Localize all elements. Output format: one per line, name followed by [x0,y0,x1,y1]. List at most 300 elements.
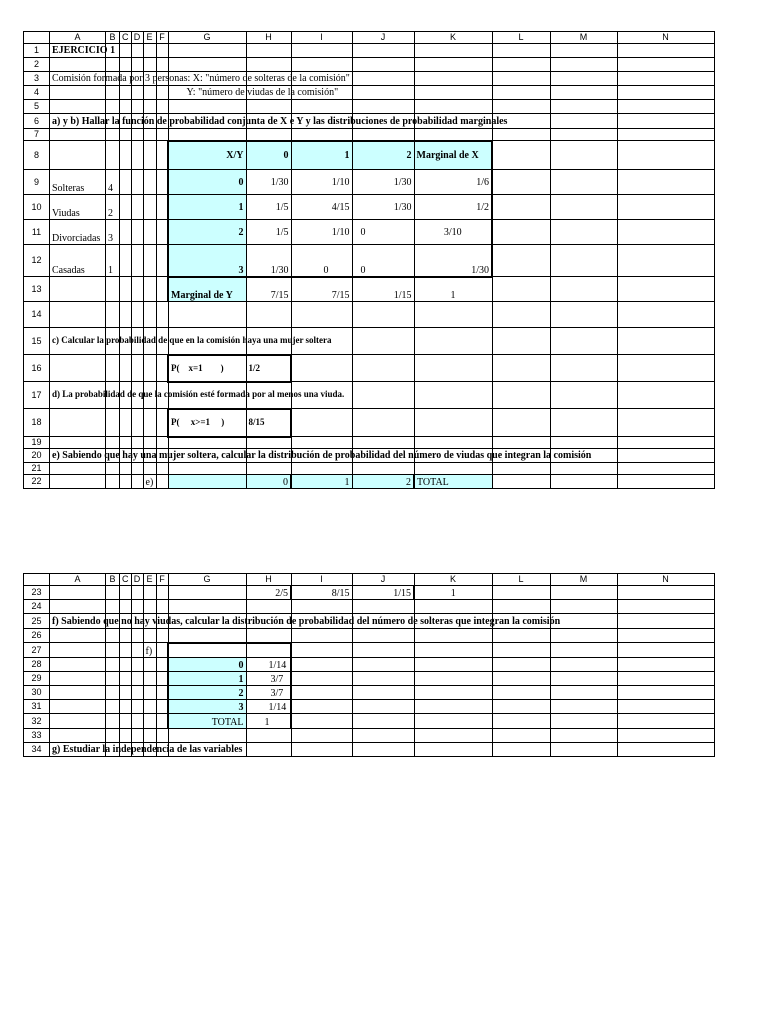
cell[interactable] [414,743,492,757]
cell[interactable] [246,58,291,72]
cell[interactable] [131,129,143,141]
cell[interactable] [617,409,714,437]
cell[interactable] [50,129,106,141]
cell[interactable] [143,277,156,302]
cell[interactable] [143,586,156,600]
cell[interactable] [168,44,246,58]
cell[interactable] [50,658,106,672]
cell[interactable] [352,355,414,382]
cell[interactable] [120,302,132,328]
cell[interactable] [617,629,714,643]
joint-prob-cell[interactable]: 1/30 [352,195,414,220]
cell[interactable] [106,600,120,614]
cell[interactable] [106,672,120,686]
probability-expression-d[interactable]: P( x>=1 ) [168,409,246,437]
cell[interactable] [550,277,617,302]
cell[interactable] [550,658,617,672]
cell[interactable] [143,629,156,643]
cell[interactable] [131,700,143,714]
cell[interactable] [550,743,617,757]
cell[interactable] [143,220,156,245]
cell[interactable] [492,129,550,141]
column-header-l[interactable]: L [492,574,550,586]
cell[interactable] [550,328,617,355]
row-number[interactable]: 10 [24,195,50,220]
x-value-cell[interactable]: 2 [168,220,246,245]
cell[interactable] [106,700,120,714]
column-header-b[interactable]: B [106,574,120,586]
marginal-y-label[interactable]: Marginal de Y [168,277,246,302]
question-d-cell[interactable] [50,382,345,409]
cell[interactable] [156,141,168,170]
cell[interactable] [617,44,714,58]
row-number[interactable]: 7 [24,129,50,141]
cell[interactable] [550,72,617,86]
cell[interactable] [291,743,352,757]
cell[interactable] [492,195,550,220]
cell[interactable] [156,463,168,475]
conditional-header-y1[interactable]: 1 [291,475,352,489]
cell[interactable] [291,700,352,714]
cell[interactable] [143,245,156,277]
marginal-y-cell[interactable]: 1/15 [352,277,414,302]
cell[interactable] [352,729,414,743]
cell[interactable] [168,600,246,614]
cell[interactable] [168,302,246,328]
cell[interactable] [131,475,143,489]
cell[interactable] [106,629,120,643]
x-value-cell[interactable]: 2 [168,686,246,700]
cell[interactable] [120,409,132,437]
cell[interactable] [492,100,550,114]
joint-prob-cell[interactable]: 1/5 [246,220,291,245]
cell[interactable] [617,475,714,489]
cell[interactable] [617,658,714,672]
cell[interactable] [106,463,120,475]
column-header-h[interactable]: H [246,574,291,586]
cell[interactable] [291,686,352,700]
column-header-c[interactable]: C [120,32,132,44]
cell[interactable] [414,463,492,475]
row-number[interactable]: 29 [24,672,50,686]
cell[interactable] [131,600,143,614]
cell[interactable] [168,729,246,743]
cell[interactable] [492,141,550,170]
column-header-j[interactable]: J [352,574,414,586]
question-f-cell[interactable] [50,614,561,629]
column-header-k[interactable]: K [414,574,492,586]
cell[interactable] [156,586,168,600]
cell[interactable] [550,600,617,614]
cell[interactable] [106,129,120,141]
cell[interactable] [492,409,550,437]
cell[interactable] [156,629,168,643]
cell[interactable] [156,44,168,58]
cell[interactable] [246,100,291,114]
cell[interactable] [492,437,550,449]
cell[interactable] [246,600,291,614]
cell[interactable] [106,437,120,449]
cell[interactable] [352,700,414,714]
cell[interactable] [414,44,492,58]
cell[interactable] [131,195,143,220]
category-count[interactable]: 4 [106,170,120,195]
cell[interactable] [168,629,246,643]
conditional-prob-cell[interactable]: 1/15 [352,586,414,600]
category-count[interactable]: 2 [106,195,120,220]
cell[interactable] [143,686,156,700]
row-number[interactable]: 31 [24,700,50,714]
cell[interactable] [131,643,143,658]
cell[interactable] [246,729,291,743]
cell[interactable] [131,672,143,686]
cell[interactable] [156,437,168,449]
cell[interactable] [617,614,714,629]
joint-prob-cell[interactable]: 1/5 [246,195,291,220]
cell[interactable] [550,100,617,114]
cell[interactable] [131,86,143,100]
cell[interactable] [492,170,550,195]
cell[interactable] [291,672,352,686]
column-header-a[interactable]: A [50,32,106,44]
cell[interactable] [414,58,492,72]
cell[interactable] [143,658,156,672]
cell[interactable] [414,686,492,700]
cell[interactable] [492,643,550,658]
cell[interactable] [291,658,352,672]
cell[interactable] [414,629,492,643]
conditional-prob-cell[interactable]: 8/15 [291,586,352,600]
cell[interactable] [550,382,617,409]
cell[interactable] [131,245,143,277]
cell[interactable] [156,700,168,714]
joint-prob-cell[interactable]: 0 [352,245,414,277]
cell[interactable] [492,72,550,86]
cell[interactable] [617,100,714,114]
cell[interactable] [617,700,714,714]
row-number[interactable]: 19 [24,437,50,449]
cell[interactable] [156,129,168,141]
cell[interactable] [550,437,617,449]
column-header-e[interactable]: E [143,574,156,586]
joint-prob-cell[interactable]: 0 [352,220,414,245]
cell[interactable] [550,643,617,658]
row-number[interactable]: 15 [24,328,50,355]
cell[interactable] [291,729,352,743]
joint-prob-cell[interactable]: 4/15 [291,195,352,220]
cell[interactable] [106,475,120,489]
cell[interactable] [120,700,132,714]
row-number[interactable]: 28 [24,658,50,672]
cell[interactable] [414,600,492,614]
cell[interactable] [156,100,168,114]
cell[interactable] [414,643,492,658]
cell[interactable] [414,658,492,672]
cell[interactable] [617,672,714,686]
cell[interactable] [120,129,132,141]
conditional-prob-cell[interactable]: 3/7 [246,686,291,700]
cell[interactable] [352,86,414,100]
cell[interactable] [550,141,617,170]
joint-header-y2[interactable]: 2 [352,141,414,170]
column-header-b[interactable]: B [106,32,120,44]
joint-header-xy[interactable]: X/Y [168,141,246,170]
cell[interactable] [143,463,156,475]
cell[interactable] [168,643,246,658]
cell[interactable] [168,100,246,114]
cell[interactable] [246,463,291,475]
cell[interactable] [120,600,132,614]
cell[interactable] [50,643,106,658]
cell[interactable] [352,600,414,614]
cell[interactable] [550,463,617,475]
cell[interactable] [143,600,156,614]
cell[interactable] [414,437,492,449]
cell[interactable] [143,700,156,714]
cell[interactable] [50,686,106,700]
cell[interactable] [120,170,132,195]
cell[interactable] [414,72,492,86]
cell[interactable] [131,729,143,743]
cell[interactable] [120,686,132,700]
cell[interactable] [143,58,156,72]
cell[interactable] [50,586,106,600]
joint-prob-cell[interactable]: 1/30 [246,245,291,277]
cell[interactable] [550,586,617,600]
cell[interactable] [120,714,132,729]
cell[interactable] [156,277,168,302]
cell[interactable] [50,141,106,170]
cell[interactable] [131,629,143,643]
column-header-m[interactable]: M [550,574,617,586]
marginal-total-cell[interactable]: 1 [414,277,492,302]
column-header-n[interactable]: N [617,574,714,586]
probability-result-c[interactable]: 1/2 [246,355,291,382]
cell[interactable] [492,245,550,277]
cell[interactable] [352,743,414,757]
exercise-title-cell[interactable] [50,44,116,58]
cell[interactable] [291,629,352,643]
cell[interactable] [131,658,143,672]
cell[interactable] [106,141,120,170]
cell[interactable] [143,170,156,195]
marginal-x-cell[interactable]: 3/10 [414,220,492,245]
column-header-i[interactable]: I [291,32,352,44]
cell[interactable] [120,58,132,72]
cell[interactable] [246,643,291,658]
cell[interactable] [106,58,120,72]
cell[interactable] [50,86,106,100]
cell[interactable] [106,277,120,302]
cell[interactable] [352,409,414,437]
cell[interactable] [131,100,143,114]
part-label-f[interactable]: f) [143,643,156,658]
total-label[interactable]: TOTAL [168,714,246,729]
cell[interactable] [143,409,156,437]
cell[interactable] [120,463,132,475]
cell[interactable] [492,277,550,302]
column-header-m[interactable]: M [550,32,617,44]
statement-cell[interactable] [168,86,339,100]
row-number[interactable]: 8 [24,141,50,170]
corner-cell[interactable] [24,574,50,586]
joint-header-marginal-x[interactable]: Marginal de X [414,141,492,170]
conditional-prob-cell[interactable]: 1/14 [246,658,291,672]
row-number[interactable]: 33 [24,729,50,743]
column-header-k[interactable]: K [414,32,492,44]
cell[interactable] [143,129,156,141]
row-number[interactable]: 2 [24,58,50,72]
cell[interactable] [156,658,168,672]
cell[interactable] [120,220,132,245]
cell[interactable] [168,437,246,449]
cell[interactable] [106,729,120,743]
cell[interactable] [50,729,106,743]
marginal-x-cell[interactable]: 1/6 [414,170,492,195]
cell[interactable] [131,686,143,700]
cell[interactable] [414,129,492,141]
cell[interactable] [106,355,120,382]
cell[interactable] [414,86,492,100]
corner-cell[interactable] [24,32,50,44]
cell[interactable] [617,600,714,614]
cell[interactable] [156,355,168,382]
joint-prob-cell[interactable]: 0 [291,245,352,277]
cell[interactable] [352,129,414,141]
row-number[interactable]: 12 [24,245,50,277]
row-number[interactable]: 25 [24,614,50,629]
cell[interactable] [352,58,414,72]
cell[interactable] [617,58,714,72]
cell[interactable] [492,328,550,355]
cell[interactable] [550,714,617,729]
cell[interactable] [50,600,106,614]
cell[interactable] [143,100,156,114]
cell[interactable] [492,743,550,757]
marginal-x-cell[interactable]: 1/2 [414,195,492,220]
cell[interactable] [414,302,492,328]
cell[interactable] [120,629,132,643]
cell[interactable] [492,729,550,743]
cell[interactable] [550,44,617,58]
cell[interactable] [352,302,414,328]
cell[interactable] [492,44,550,58]
probability-result-d[interactable]: 8/15 [246,409,291,437]
cell[interactable] [50,629,106,643]
cell[interactable] [492,86,550,100]
cell[interactable] [550,729,617,743]
cell[interactable] [550,195,617,220]
cell[interactable] [106,658,120,672]
cell[interactable] [492,672,550,686]
cell[interactable] [550,475,617,489]
cell[interactable] [131,586,143,600]
cell[interactable] [246,743,291,757]
question-e-cell[interactable] [50,449,592,463]
cell[interactable] [352,643,414,658]
cell[interactable] [492,700,550,714]
cell[interactable] [168,463,246,475]
cell[interactable] [143,195,156,220]
cell[interactable] [617,141,714,170]
x-value-cell[interactable]: 1 [168,672,246,686]
cell[interactable] [156,170,168,195]
cell[interactable] [352,714,414,729]
cell[interactable] [120,245,132,277]
cell[interactable] [106,302,120,328]
cell[interactable] [414,355,492,382]
cell[interactable] [492,220,550,245]
row-number[interactable]: 11 [24,220,50,245]
cell[interactable] [617,277,714,302]
cell[interactable] [143,141,156,170]
cell[interactable] [617,86,714,100]
cell[interactable] [131,220,143,245]
question-g-cell[interactable] [50,743,243,757]
cell[interactable] [50,302,106,328]
category-label[interactable]: Casadas [50,245,106,277]
cell[interactable] [617,643,714,658]
cell[interactable] [120,437,132,449]
cell[interactable] [143,672,156,686]
column-header-c[interactable]: C [120,574,132,586]
cell[interactable] [352,672,414,686]
cell[interactable] [120,475,132,489]
cell[interactable] [414,714,492,729]
cell[interactable] [156,643,168,658]
conditional-header-total[interactable]: TOTAL [414,475,492,489]
cell[interactable] [291,302,352,328]
cell[interactable] [550,302,617,328]
cell[interactable] [143,302,156,328]
cell[interactable] [352,437,414,449]
cell[interactable] [131,355,143,382]
cell[interactable] [352,328,414,355]
cell[interactable] [106,86,120,100]
x-value-cell[interactable]: 3 [168,245,246,277]
cell[interactable] [120,141,132,170]
column-header-d[interactable]: D [131,32,143,44]
cell[interactable] [50,463,106,475]
cell[interactable] [550,686,617,700]
joint-prob-cell[interactable]: 1/30 [246,170,291,195]
total-value[interactable]: 1 [246,714,291,729]
cell[interactable] [291,129,352,141]
marginal-x-cell[interactable]: 1/30 [414,245,492,277]
cell[interactable] [617,170,714,195]
cell[interactable] [156,600,168,614]
cell[interactable] [156,220,168,245]
cell[interactable] [246,44,291,58]
cell[interactable] [156,729,168,743]
cell[interactable] [131,463,143,475]
row-number[interactable]: 23 [24,586,50,600]
row-number[interactable]: 1 [24,44,50,58]
cell[interactable] [414,409,492,437]
cell[interactable] [143,714,156,729]
cell[interactable] [50,100,106,114]
cell[interactable] [617,382,714,409]
cell[interactable] [120,44,132,58]
column-header-e[interactable]: E [143,32,156,44]
cell[interactable] [156,245,168,277]
conditional-total-cell[interactable]: 1 [414,586,492,600]
cell[interactable] [120,658,132,672]
cell[interactable] [50,475,106,489]
cell[interactable] [352,686,414,700]
x-value-cell[interactable]: 0 [168,170,246,195]
cell[interactable] [617,437,714,449]
